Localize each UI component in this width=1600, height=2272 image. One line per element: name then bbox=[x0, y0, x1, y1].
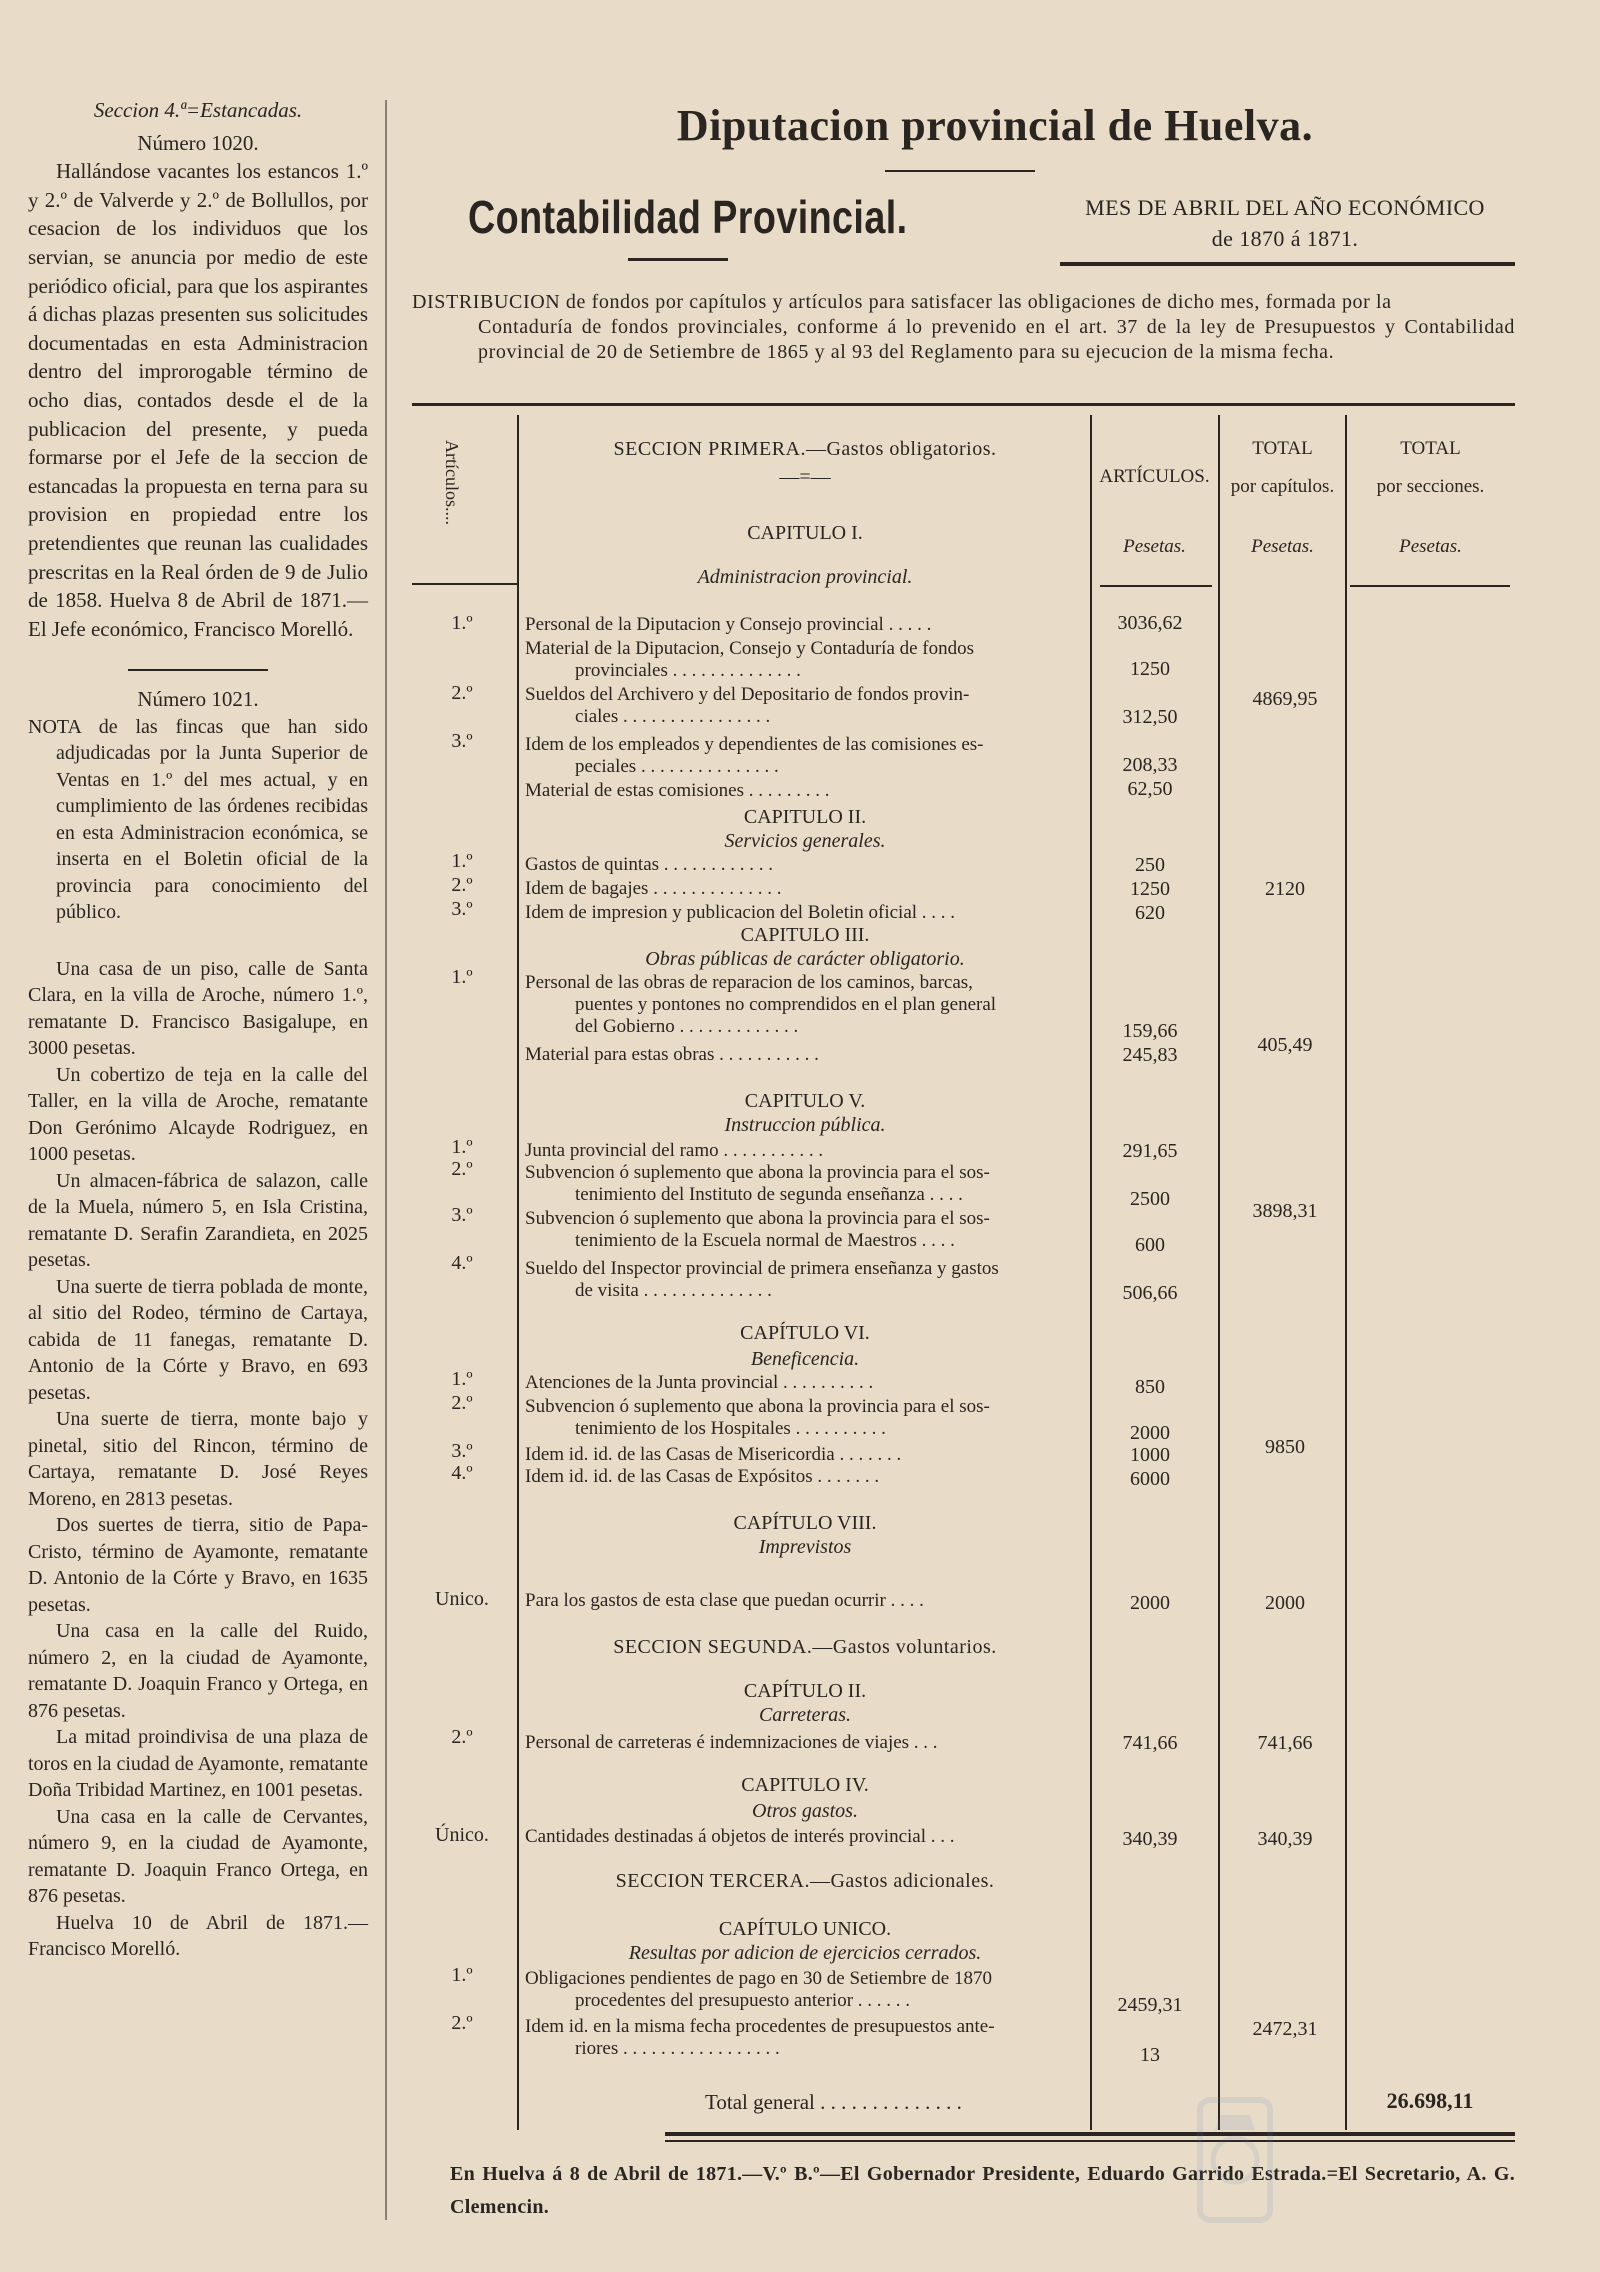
notice-1020-text: Hallándose vacantes los estancos 1.º y 2.º de Valverde y 2.º de Bollullos, por cesacion de los individuos que los servian, se anuncia por medio de este periódico oficial, para que los aspirantes á dichas plazas presenten sus solicitudes documentadas en esta Administracion dentro del improrogable término de ocho dias, contados desde el de la publicacion del presente, y pueda formarse por el Jefe de la seccion de estancadas la propuesta en terna para su provision en propiedad entre los pretendientes que reunan las cualidades prescritas en la Real órden de 9 de Julio de 1858. Huelva 8 de Abril de 1871.—El Jefe económico, Francisco Morelló. bbox=[28, 159, 368, 641]
row-description: Obligaciones pendientes de pago en 30 de Setiembre de 1870 procedentes del presupuesto anterior . . . . . . bbox=[525, 1968, 992, 2011]
row-description: Material para estas obras . . . . . . . . . . . bbox=[525, 1044, 819, 1065]
article-number: 1.º bbox=[451, 1368, 473, 1390]
seccion-segunda: SECCION SEGUNDA.—Gastos voluntarios. bbox=[613, 1636, 997, 1658]
finca-item: Un almacen-fábrica de salazon, calle de la Muela, número 5, en Isla Cristina, rematante D. Serafin Zarandieta, en 2025 pesetas. bbox=[28, 1169, 368, 1272]
row-amount: 620 bbox=[1135, 902, 1165, 924]
capitulo-heading: CAPITULO II. bbox=[743, 806, 867, 828]
row-amount: 340,39 bbox=[1122, 1828, 1178, 1850]
row-description: Personal de carreteras é indemnizaciones de viajes . . . bbox=[525, 1732, 938, 1753]
finca-item: Una casa de un piso, calle de Santa Clara, en la villa de Aroche, número 1.º, rematante D. Francisco Basigalupe, en 3000 pesetas. bbox=[28, 957, 368, 1060]
row-amount: 291,65 bbox=[1122, 1140, 1178, 1162]
col-total-sec-1: TOTAL bbox=[1400, 438, 1461, 459]
capitulo-total: 3898,31 bbox=[1252, 1200, 1318, 1222]
seccion-primera: SECCION PRIMERA.—Gastos obligatorios. bbox=[613, 438, 997, 460]
capitulo-subheading: Instruccion pública. bbox=[724, 1114, 886, 1136]
article-number: 2.º bbox=[451, 1158, 473, 1180]
table-vline bbox=[1345, 415, 1347, 2130]
capitulo-subheading: Imprevistos bbox=[758, 1536, 852, 1558]
row-description: Sueldo del Inspector provincial de primera enseñanza y gastos de visita . . . . . . . . . . . . . . bbox=[525, 1258, 999, 1301]
article-number: 4.º bbox=[451, 1462, 473, 1484]
distribution-intro bbox=[412, 290, 1515, 365]
col-articulos: ARTÍCULOS. bbox=[1099, 466, 1210, 487]
capitulo-total: 741,66 bbox=[1257, 1732, 1313, 1754]
row-amount: 13 bbox=[1140, 2044, 1160, 2066]
pesetas-label: Pesetas. bbox=[1251, 536, 1314, 557]
capitulo-heading: CAPÍTULO II. bbox=[743, 1680, 867, 1702]
numero-1021: Número 1021. bbox=[137, 687, 259, 712]
row-amount: 1000 bbox=[1130, 1444, 1170, 1466]
row-description: Sueldos del Archivero y del Depositario de fondos provin- ciales . . . . . . . . . . . . . . . . bbox=[525, 684, 970, 727]
row-amount: 2000 bbox=[1130, 1422, 1170, 1444]
row-amount: 245,83 bbox=[1122, 1044, 1178, 1066]
row-amount: 506,66 bbox=[1122, 1282, 1178, 1304]
archive-seal-watermark bbox=[1180, 2080, 1580, 2270]
table-hline bbox=[1350, 585, 1510, 587]
article-number: 1.º bbox=[451, 966, 473, 988]
row-amount: 312,50 bbox=[1122, 706, 1178, 728]
column-separator bbox=[128, 669, 268, 671]
total-general-label: Total general . . . . . . . . . . . . . . bbox=[705, 2090, 962, 2114]
month-line-1: MES DE ABRIL DEL AÑO ECONÓMICO bbox=[1085, 195, 1485, 220]
month-line-2: de 1870 á 1871. bbox=[1211, 226, 1359, 251]
article-number: Único. bbox=[435, 1824, 489, 1846]
distribution-rest: Contaduría de fondos provinciales, conforme á lo prevenido en el art. 37 de la ley de Presupuestos y Contabilidad provincial de 20 de Setiembre de 1865 y al 93 del Reglamento para su ejecucion de la misma fecha. bbox=[478, 316, 1515, 363]
capitulo-total: 340,39 bbox=[1257, 1828, 1313, 1850]
capitulo-heading: CAPÍTULO UNICO. bbox=[718, 1918, 892, 1940]
finca-item: La mitad proindivisa de una plaza de toros en la ciudad de Ayamonte, rematante Doña Tribidad Martinez, en 1001 pesetas. bbox=[28, 1726, 368, 1802]
finca-item: Un cobertizo de teja en la calle del Taller, en la villa de Aroche, rematante Don Gerónimo Alcayde Rodriguez, en 1000 pesetas. bbox=[28, 1063, 368, 1166]
row-description: Idem id. en la misma fecha procedentes de presupuestos ante- riores . . . . . . . . . . . . . . . . . bbox=[525, 2016, 995, 2059]
capitulo-heading: CAPITULO V. bbox=[744, 1090, 866, 1112]
articulos-vertical-label: Artículos.... bbox=[442, 440, 462, 525]
col-total-sec-2: por secciones. bbox=[1376, 476, 1485, 497]
row-amount: 208,33 bbox=[1122, 754, 1178, 776]
row-description: Para los gastos de esta clase que puedan ocurrir . . . . bbox=[525, 1590, 924, 1611]
article-number: 2.º bbox=[451, 1392, 473, 1414]
row-amount: 6000 bbox=[1130, 1468, 1170, 1490]
pesetas-label: Pesetas. bbox=[1123, 536, 1186, 557]
capitulo-heading: CAPITULO III. bbox=[740, 924, 870, 946]
row-description: Idem id. id. de las Casas de Misericordia . . . . . . . bbox=[525, 1444, 902, 1465]
row-description: Material de estas comisiones . . . . . . . . . bbox=[525, 780, 830, 801]
table-hline bbox=[412, 583, 517, 585]
col-total-cap-2: por capítulos. bbox=[1230, 476, 1335, 497]
row-description: Subvencion ó suplemento que abona la provincia para el sos- tenimiento del Instituto de segunda enseñanza . . . . bbox=[525, 1162, 990, 1205]
seccion-tercera: SECCION TERCERA.—Gastos adicionales. bbox=[615, 1870, 995, 1892]
notice-signature: Huelva 10 de Abril de 1871.—Francisco Morelló. bbox=[28, 1911, 368, 1961]
article-number: 1.º bbox=[451, 1136, 473, 1158]
row-amount: 2500 bbox=[1130, 1188, 1170, 1210]
article-number: Unico. bbox=[435, 1588, 489, 1610]
capitulo-heading: CAPÍTULO VI. bbox=[740, 1322, 870, 1344]
col-total-cap-1: TOTAL bbox=[1252, 438, 1313, 459]
month-rule bbox=[1060, 262, 1515, 266]
left-column bbox=[28, 96, 368, 1963]
capitulo-heading: CAPITULO I. bbox=[747, 522, 863, 544]
table-vline bbox=[517, 415, 519, 2130]
table-vline bbox=[1218, 415, 1220, 2130]
article-number: 2.º bbox=[451, 1726, 473, 1748]
row-amount: 850 bbox=[1135, 1376, 1165, 1398]
month-heading bbox=[1060, 192, 1510, 254]
capitulo-subheading: Otros gastos. bbox=[752, 1800, 858, 1822]
capitulo-subheading: Beneficencia. bbox=[750, 1348, 860, 1370]
budget-table: Artículos.... SECCION PRIMERA.—Gastos obligatorios. —=— ARTÍCULOS. TOTAL por capítulos. TOTAL por secciones. Pesetas. Pesetas. Pesetas. CAPITULO I. Administracion provincial. 1.º Personal de la Diputacion y Consejo provincial . . . . . 3036,62 Material de la Diputacion, Consejo y Contaduría de fondos provinciales . . . . . . . . . . . . . . 1250 2.º Sueldos del Archivero y del Depositario de fondos provin- ciales . . . . . . . . . . . . . . . . 312,50 4869,95 3.º Idem de los empleados y dependientes de las comisiones es- peciales . . . . . . . . . . . . . . . 208,33 Material de estas comisiones . . . . . . . . . 62,50 CAPITULO II. Servicios generales. 1.º Gastos de quintas . . . . . . . . . . . . 250 2.º Idem de bagajes . . . . . . . . . . . . . . 1250 2120 3.º Idem de impresion y publicacion del Boletin oficial . . . . 620 CAPITULO III. Obras públicas de carácter obligatorio. 1.º Personal de las obras de reparacion de los caminos, barcas, puentes y pontones no comprendidos en el plan general del Gobierno . . . . . . . . . . . . . 159,66 Material para estas obras . . . . . . . . . . . 245,83 405,49 CAPITULO V. Instruccion pública. 1.º Junta provincial del ramo . . . . . . . . . . . 291,65 2.º Subvencion ó suplemento que abona la provincia para el sos- tenimiento del Instituto de segunda enseñanza . . . . 2500 3.º Subvencion ó suplemento que abona la provincia para el sos- tenimiento de la Escuela normal de Maestros . . . . 600 3898,31 4.º Sueldo del Inspector provincial de primera enseñanza y gastos de visita . . . . . . . . . . . . . . 506,66 CAPÍTULO VI. Beneficencia. 1.º Atenciones de la Junta provincial . . . . . . . . . . 850 2.º Subvencion ó suplemento que abona la provincia para el sos- tenimiento de los Hospitales . . . . . . . . . . 2000 3.º Idem id. id. de las Casas de Misericordia . . . . . . . 1000 9850 4.º Idem id. id. de las Casas de Expósitos . . . . . . . 6000 CAPÍTULO VIII. Imprevistos Unico. Para los gastos de esta clase que puedan ocurrir . . . . 2000 2000 SECCION SEGUNDA.—Gastos voluntarios. CAPÍTULO II. Carreteras. 2.º Personal de carreteras é indemnizaciones de viajes . . . 741,66 741,66 CAPITULO IV. Otros gastos. Único. Cantidades destinadas á objetos de interés provincial . . . 340,39 340,39 SECCION TERCERA.—Gastos adicionales. CAPÍTULO UNICO. Resultas por adicion de ejercicios cerrados. 1.º Obligaciones pendientes de pago en 30 de Setiembre de 1870 procedentes del presupuesto anterior . . . . . . 2459,31 2.º Idem id. en la misma fecha procedentes de presupuestos ante- riores . . . . . . . . . . . . . . . . . 13 2472,31 Total general . . . . . . . . . . . . . . 26.698,11 bbox=[0, 0, 1600, 2272]
finca-item: Una casa en la calle del Ruido, número 2, en la ciudad de Ayamonte, rematante D. Joaquin Franco y Ortega, en 876 pesetas. bbox=[28, 1620, 368, 1722]
capitulo-total: 9850 bbox=[1265, 1436, 1305, 1458]
capitulo-subheading: Obras públicas de carácter obligatorio. bbox=[645, 948, 965, 970]
article-number: 1.º bbox=[451, 612, 473, 634]
row-description: Idem de bagajes . . . . . . . . . . . . . . bbox=[525, 878, 782, 899]
contabilidad-title: Contabilidad Provincial. bbox=[468, 191, 908, 243]
article-number: 4.º bbox=[451, 1252, 473, 1274]
row-amount: 600 bbox=[1135, 1234, 1165, 1256]
capitulo-total: 4869,95 bbox=[1252, 688, 1318, 710]
capitulo-total: 2120 bbox=[1265, 878, 1305, 900]
total-general-value: 26.698,11 bbox=[1386, 2088, 1474, 2113]
title-rule bbox=[885, 170, 1035, 172]
row-description: Cantidades destinadas á objetos de interés provincial . . . bbox=[525, 1826, 955, 1847]
article-number: 3.º bbox=[451, 1440, 473, 1462]
article-number: 3.º bbox=[451, 1204, 473, 1226]
article-number: 2.º bbox=[451, 874, 473, 896]
row-amount: 3036,62 bbox=[1117, 612, 1183, 634]
row-description: Personal de las obras de reparacion de los caminos, barcas, puentes y pontones no comprendidos en el plan general del Gobierno . . . . . . . . . . . . . bbox=[525, 972, 997, 1037]
numero-1020: Número 1020. bbox=[137, 130, 259, 155]
row-amount: 250 bbox=[1135, 854, 1165, 876]
section-title: Seccion 4.ª=Estancadas. bbox=[93, 98, 303, 122]
article-number: 1.º bbox=[451, 850, 473, 872]
column-divider bbox=[385, 100, 387, 2220]
page-title: Diputacion provincial de Huelva. bbox=[676, 101, 1314, 150]
article-number: 1.º bbox=[451, 1964, 473, 1986]
pesetas-label: Pesetas. bbox=[1399, 536, 1462, 557]
capitulo-subheading: Administracion provincial. bbox=[697, 566, 913, 588]
notice-1021-nota: NOTA de las fincas que han sido adjudicadas por la Junta Superior de Ventas en 1.º del mes actual, y en cumplimiento de las órdenes recibidas en esta Administracion económica, se inserta en el Boletin oficial de la provincia para conocimiento del público. bbox=[28, 715, 368, 924]
row-description: Idem de impresion y publicacion del Boletin oficial . . . . bbox=[525, 902, 956, 923]
row-amount: 159,66 bbox=[1122, 1020, 1178, 1042]
row-amount: 2459,31 bbox=[1117, 1994, 1183, 2016]
capitulo-subheading: Resultas por adicion de ejercicios cerrados. bbox=[628, 1942, 982, 1964]
row-amount: 1250 bbox=[1130, 878, 1170, 900]
article-number: 2.º bbox=[451, 682, 473, 704]
distribution-lead: DISTRIBUCION de fondos por capítulos y artículos para satisfacer las obligaciones de dicho mes, formada por la bbox=[412, 291, 1392, 313]
row-amount: 62,50 bbox=[1127, 778, 1173, 800]
row-description: Subvencion ó suplemento que abona la provincia para el sos- tenimiento de los Hospitales . . . . . . . . . . bbox=[525, 1396, 990, 1439]
row-description: Gastos de quintas . . . . . . . . . . . . bbox=[525, 854, 774, 875]
row-amount: 741,66 bbox=[1122, 1732, 1178, 1754]
capitulo-subheading: Servicios generales. bbox=[724, 830, 886, 852]
capitulo-subheading: Carreteras. bbox=[758, 1704, 852, 1726]
article-number: 3.º bbox=[451, 898, 473, 920]
capitulo-heading: CAPITULO IV. bbox=[741, 1774, 869, 1796]
row-description: Material de la Diputacion, Consejo y Contaduría de fondos provinciales . . . . . . . . . . . . . . bbox=[525, 638, 975, 681]
row-description: Atenciones de la Junta provincial . . . . . . . . . . bbox=[525, 1372, 874, 1393]
table-top-rule bbox=[412, 403, 1515, 406]
article-number: 3.º bbox=[451, 730, 473, 752]
row-description: Idem de los empleados y dependientes de las comisiones es- peciales . . . . . . . . . . . . . . . bbox=[525, 734, 984, 777]
capitulo-total: 405,49 bbox=[1257, 1034, 1313, 1056]
row-amount: 1250 bbox=[1130, 658, 1170, 680]
article-number: 2.º bbox=[451, 2012, 473, 2034]
table-hline bbox=[1100, 585, 1212, 587]
finca-item: Una suerte de tierra, monte bajo y pinetal, sitio del Rincon, término de Cartaya, rematante D. José Reyes Moreno, en 2813 pesetas. bbox=[28, 1408, 368, 1510]
finca-item: Una suerte de tierra poblada de monte, al sitio del Rodeo, término de Cartaya, cabida de 11 fanegas, rematante D. Antonio de la Córte y Bravo, en 693 pesetas. bbox=[28, 1275, 368, 1404]
capitulo-total: 2000 bbox=[1265, 1592, 1305, 1614]
row-description: Junta provincial del ramo . . . . . . . . . . . bbox=[525, 1140, 824, 1161]
row-amount: 2000 bbox=[1130, 1592, 1170, 1614]
finca-item: Una casa en la calle de Cervantes, número 9, en la ciudad de Ayamonte, rematante D. Joaquin Franco Ortega, en 876 pesetas. bbox=[28, 1805, 368, 1908]
finca-item: Dos suertes de tierra, sitio de Papa-Cristo, término de Ayamonte, rematante D. Antonio de la Córte y Bravo, en 1635 pesetas. bbox=[28, 1514, 368, 1616]
row-description: Idem id. id. de las Casas de Expósitos . . . . . . . bbox=[525, 1466, 880, 1487]
capitulo-heading: CAPÍTULO VIII. bbox=[733, 1512, 877, 1534]
row-description: Subvencion ó suplemento que abona la provincia para el sos- tenimiento de la Escuela normal de Maestros . . . . bbox=[525, 1208, 990, 1251]
contabilidad-rule bbox=[628, 258, 728, 261]
footer-text: En Huelva á 8 de Abril de 1871.—V.º B.º—El Gobernador Presidente, Eduardo Garrido Estrada.=El Secretario, A. G. Clemencin. bbox=[450, 2163, 1515, 2218]
capitulo-total: 2472,31 bbox=[1252, 2018, 1318, 2040]
row-description: Personal de la Diputacion y Consejo provincial . . . . . bbox=[525, 614, 932, 635]
